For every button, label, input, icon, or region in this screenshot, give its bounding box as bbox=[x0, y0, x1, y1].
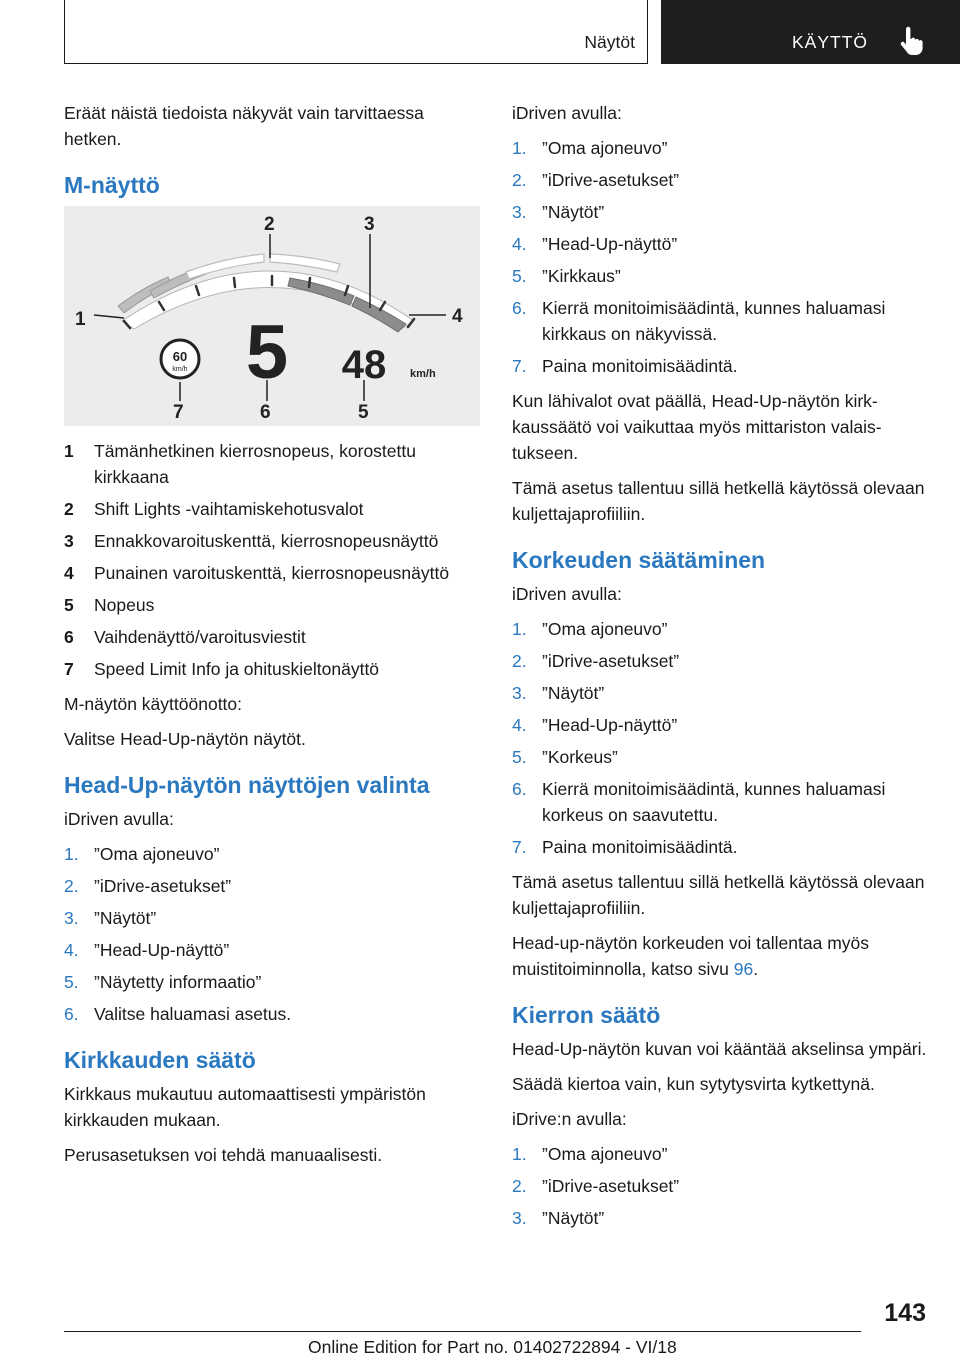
height-via-text: iDriven avulla: bbox=[512, 584, 622, 604]
step-text: ”Head-Up-näyttö” bbox=[542, 234, 678, 254]
list-item bbox=[64, 592, 482, 618]
intro-paragraph: Eräät näistä tiedoista näkyvät vain tarvittaessa hetken. bbox=[64, 103, 424, 149]
list-item bbox=[512, 167, 930, 193]
step-text: ”Oma ajoneuvo” bbox=[542, 1144, 668, 1164]
step-text: ”iDrive-asetukset” bbox=[94, 876, 232, 896]
list-item bbox=[64, 624, 482, 650]
rotation-via-text: iDrive:n avulla: bbox=[512, 1109, 627, 1129]
speed-value: 48 bbox=[341, 343, 387, 387]
step-text: ”iDrive-asetukset” bbox=[542, 170, 680, 190]
step-text: Paina monitoimisäädintä. bbox=[542, 356, 738, 376]
m-select-text: Valitse Head-Up-näytön näytöt. bbox=[64, 729, 306, 749]
step-number: 3. bbox=[512, 683, 527, 703]
footer-edition: Online Edition for Part no. 01402722894 - VI/18 bbox=[308, 1337, 677, 1357]
speed-limit-sign-icon bbox=[161, 340, 199, 378]
m-display-figure bbox=[64, 206, 480, 426]
list-item bbox=[64, 656, 482, 682]
speed-limit-unit: km/h bbox=[172, 366, 188, 373]
legend-number: 3 bbox=[64, 531, 74, 551]
legend-number: 2 bbox=[64, 499, 74, 519]
step-text: ”Korkeus” bbox=[542, 747, 618, 767]
legend-number: 5 bbox=[64, 595, 74, 615]
step-number: 2. bbox=[512, 170, 527, 190]
step-number: 3. bbox=[64, 908, 79, 928]
list-item bbox=[512, 135, 930, 161]
list-item bbox=[64, 873, 482, 899]
brightness-paragraph-2: Perusasetuksen voi tehdä manuaalisesti. bbox=[64, 1145, 383, 1165]
step-number: 6. bbox=[512, 779, 527, 799]
header-section-title: Näytöt bbox=[584, 32, 635, 52]
step-text: ”Näytöt” bbox=[542, 202, 605, 222]
legend-number: 6 bbox=[64, 627, 74, 647]
step-number: 3. bbox=[512, 1208, 527, 1228]
legend-text: Speed Limit Info ja ohituskieltonäyttö bbox=[94, 659, 380, 679]
callout-1: 1 bbox=[75, 309, 86, 330]
list-item bbox=[512, 680, 930, 706]
callout-7: 7 bbox=[173, 402, 184, 423]
callout-6: 6 bbox=[260, 402, 271, 423]
step-number: 6. bbox=[512, 298, 527, 318]
step-number: 6. bbox=[64, 1004, 79, 1024]
step-number: 1. bbox=[512, 619, 527, 639]
step-number: 5. bbox=[64, 972, 79, 992]
list-item bbox=[512, 199, 930, 225]
list-item bbox=[512, 295, 930, 347]
hud-selection-steps bbox=[64, 841, 482, 1027]
step-number: 7. bbox=[512, 837, 527, 857]
hand-pointer-icon bbox=[897, 26, 925, 56]
step-text: ”Head-Up-näyttö” bbox=[542, 715, 678, 735]
page-number: 143 bbox=[884, 1299, 926, 1327]
list-item bbox=[64, 560, 482, 586]
list-item bbox=[64, 841, 482, 867]
list-item bbox=[512, 744, 930, 770]
list-item bbox=[512, 231, 930, 257]
list-item bbox=[512, 1141, 930, 1167]
step-text: ”Näytöt” bbox=[542, 1208, 605, 1228]
header-section-box bbox=[64, 0, 648, 64]
callout-4: 4 bbox=[452, 306, 463, 327]
list-item bbox=[512, 776, 930, 828]
height-steps bbox=[512, 616, 930, 860]
step-number: 7. bbox=[512, 356, 527, 376]
list-item bbox=[512, 834, 930, 860]
step-text: Kierrä monitoimisäädintä, kunnes haluamasi korkeus on saavutettu. bbox=[542, 779, 886, 825]
legend-number: 7 bbox=[64, 659, 74, 679]
speed-unit: km/h bbox=[410, 368, 436, 380]
brightness-paragraph-1: Kirkkaus mukautuu automaattisesti ympäristön kirkkauden mukaan. bbox=[64, 1084, 426, 1130]
brightness-heading: Kirkkauden säätö bbox=[64, 1047, 256, 1073]
list-item bbox=[64, 1001, 482, 1027]
height-heading: Korkeuden säätäminen bbox=[512, 547, 766, 573]
step-number: 1. bbox=[512, 1144, 527, 1164]
list-item bbox=[512, 712, 930, 738]
step-text: Kierrä monitoimisäädintä, kunnes haluamasi kirkkaus on näkyvissä. bbox=[542, 298, 886, 344]
m-display-legend bbox=[64, 438, 482, 682]
step-number: 5. bbox=[512, 266, 527, 286]
rotation-paragraph-2: Säädä kiertoa vain, kun sytytysvirta kytkettynä. bbox=[512, 1074, 875, 1094]
brightness-via-text: iDriven avulla: bbox=[512, 103, 622, 123]
list-item bbox=[64, 528, 482, 554]
hud-via-text: iDriven avulla: bbox=[64, 809, 174, 829]
step-text: ”Kirkkaus” bbox=[542, 266, 621, 286]
list-item bbox=[512, 353, 930, 379]
height-note-2 bbox=[512, 930, 930, 982]
list-item bbox=[512, 648, 930, 674]
list-item bbox=[512, 263, 930, 289]
step-number: 4. bbox=[512, 715, 527, 735]
step-number: 3. bbox=[512, 202, 527, 222]
brightness-note-1: Kun lähivalot ovat päällä, Head-Up-näytön kirkkaussäätö voi vaikuttaa myös mittariston valaistukseen. bbox=[512, 391, 882, 463]
list-item bbox=[64, 937, 482, 963]
step-text: ”Näytetty informaatio” bbox=[94, 972, 262, 992]
speed-limit-value: 60 bbox=[172, 349, 188, 364]
height-note-2-text: Head-up-näytön korkeuden voi tallentaa myös muistitoiminnolla, katso sivu bbox=[512, 933, 870, 979]
list-item bbox=[512, 1173, 930, 1199]
legend-text: Punainen varoituskenttä, kierrosnopeusnäyttö bbox=[94, 563, 450, 583]
step-number: 2. bbox=[64, 876, 79, 896]
brightness-note-2: Tämä asetus tallentuu sillä hetkellä käytössä olevaan kuljettajaprofiiliin. bbox=[512, 478, 925, 524]
height-note-1: Tämä asetus tallentuu sillä hetkellä käytössä olevaan kuljettajaprofiiliin. bbox=[512, 872, 925, 918]
list-item bbox=[64, 905, 482, 931]
rotation-paragraph-1: Head-Up-näytön kuvan voi kääntää akselinsa ympäri. bbox=[512, 1039, 927, 1059]
rotation-steps bbox=[512, 1141, 930, 1231]
step-number: 4. bbox=[512, 234, 527, 254]
step-text: ”Head-Up-näyttö” bbox=[94, 940, 230, 960]
step-text: Paina monitoimisäädintä. bbox=[542, 837, 738, 857]
header-chapter-box bbox=[661, 0, 960, 64]
left-column bbox=[64, 100, 482, 1177]
list-item bbox=[64, 438, 482, 490]
legend-text: Ennakkovaroituskenttä, kierrosnopeusnäyttö bbox=[94, 531, 439, 551]
gear-indicator: 5 bbox=[245, 310, 289, 395]
callout-3: 3 bbox=[364, 214, 375, 235]
footer-divider bbox=[64, 1331, 861, 1332]
step-text: ”Näytöt” bbox=[542, 683, 605, 703]
step-text: ”Oma ajoneuvo” bbox=[94, 844, 220, 864]
step-text: Valitse haluamasi asetus. bbox=[94, 1004, 292, 1024]
hud-selection-heading: Head-Up-näytön näyttöjen valinta bbox=[64, 772, 430, 798]
callout-2: 2 bbox=[264, 214, 275, 235]
callout-5: 5 bbox=[358, 402, 369, 423]
m-display-heading: M-näyttö bbox=[64, 172, 160, 198]
step-number: 2. bbox=[512, 1176, 527, 1196]
list-item bbox=[512, 1205, 930, 1231]
step-number: 1. bbox=[512, 138, 527, 158]
legend-number: 1 bbox=[64, 441, 74, 461]
rotation-heading: Kierron säätö bbox=[512, 1002, 661, 1028]
height-note-2-end: . bbox=[753, 959, 759, 979]
list-item bbox=[64, 496, 482, 522]
step-text: ”Oma ajoneuvo” bbox=[542, 138, 668, 158]
list-item bbox=[512, 616, 930, 642]
step-text: ”iDrive-asetukset” bbox=[542, 1176, 680, 1196]
header-chapter-title: KÄYTTÖ bbox=[792, 32, 869, 52]
legend-text: Nopeus bbox=[94, 595, 155, 615]
list-item bbox=[64, 969, 482, 995]
step-number: 1. bbox=[64, 844, 79, 864]
right-column bbox=[512, 100, 930, 1240]
step-number: 4. bbox=[64, 940, 79, 960]
legend-text: Shift Lights -vaihtamiskehotusvalot bbox=[94, 499, 364, 519]
step-text: ”Oma ajoneuvo” bbox=[542, 619, 668, 639]
page-reference-link[interactable]: 96 bbox=[733, 959, 754, 979]
step-text: ”Näytöt” bbox=[94, 908, 157, 928]
brightness-steps bbox=[512, 135, 930, 379]
step-number: 2. bbox=[512, 651, 527, 671]
step-text: ”iDrive-asetukset” bbox=[542, 651, 680, 671]
m-activation-text: M-näytön käyttöönotto: bbox=[64, 694, 243, 714]
legend-text: Vaihdenäyttö/varoitusviestit bbox=[94, 627, 306, 647]
step-number: 5. bbox=[512, 747, 527, 767]
legend-text: Tämänhetkinen kierrosnopeus, korostettu kirkkaana bbox=[94, 441, 416, 487]
legend-number: 4 bbox=[64, 563, 74, 583]
